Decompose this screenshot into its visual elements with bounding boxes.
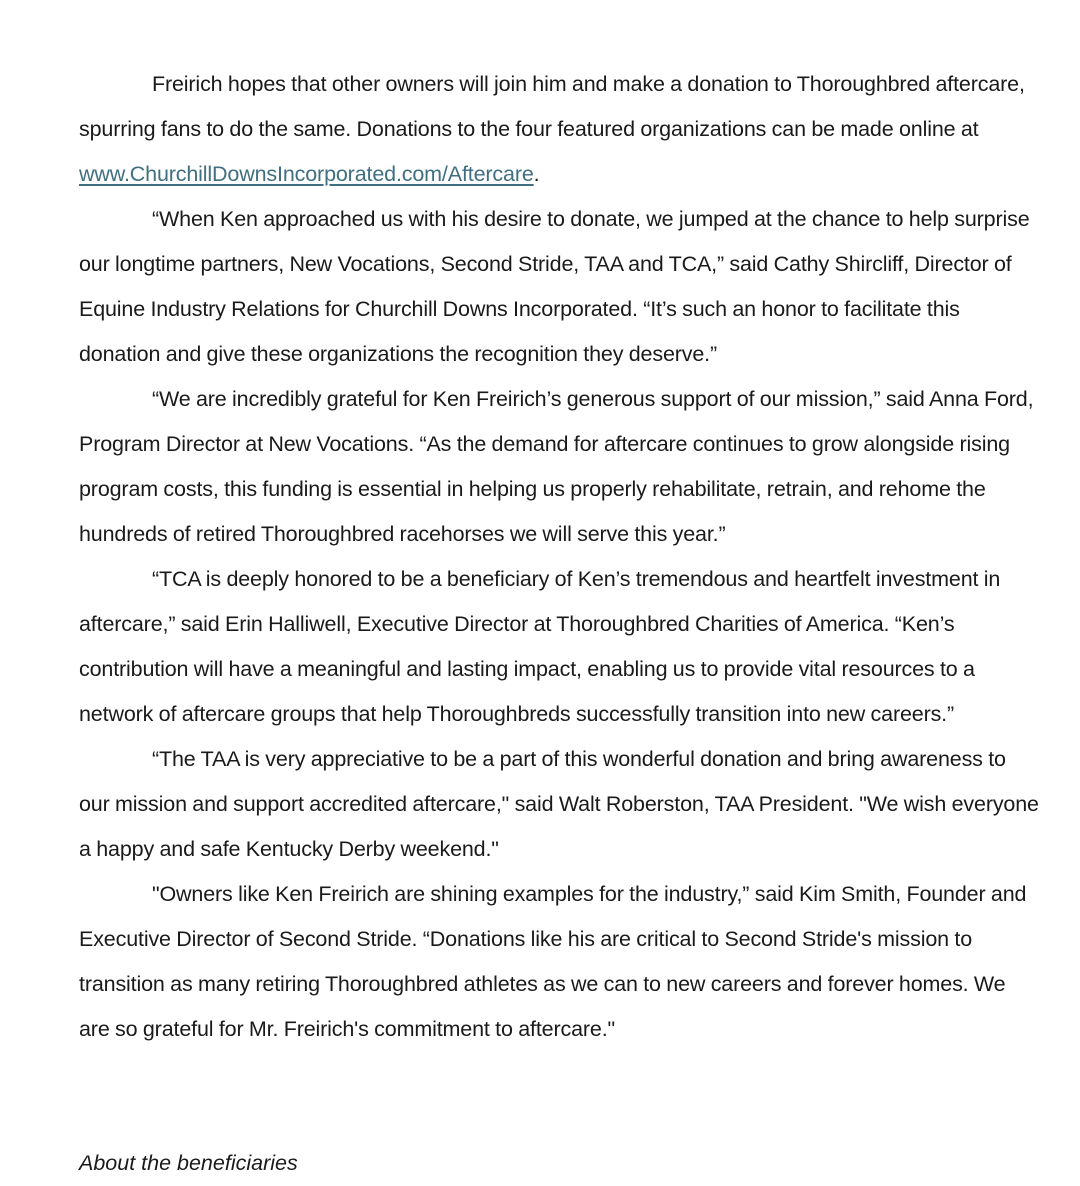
aftercare-link[interactable]: www.ChurchillDownsIncorporated.com/Aftercare [79, 162, 534, 186]
paragraph-quote-ford: “We are incredibly grateful for Ken Freirich’s generous support of our mission,” said Anna Ford, Program Director at New Vocations. “As the demand for aftercare continues to grow alongside rising program costs, this funding is essential in helping us properly rehabilitate, retrain, and rehome the hundreds of retired Thoroughbred racehorses we will serve this year.” [79, 387, 1034, 546]
section-heading: About the beneficiaries [79, 1151, 298, 1175]
paragraph-quote-shircliff: “When Ken approached us with his desire to donate, we jumped at the chance to help surprise our longtime partners, New Vocations, Second Stride, TAA and TCA,” said Cathy Shircliff, Director of Equine Industry Relations for Churchill Downs Incorporated. “It’s such an honor to facilitate this donation and give these organizations the recognition they deserve.” [79, 207, 1030, 366]
paragraph-quote-smith: "Owners like Ken Freirich are shining examples for the industry,” said Kim Smith, Founder and Executive Director of Second Stride. “Donations like his are critical to Second Stride's mission to transition as many retiring Thoroughbred athletes as we can to new careers and forever homes. We are so grateful for Mr. Freirich's commitment to aftercare." [79, 882, 1027, 1041]
paragraph-donation-info [79, 62, 1041, 197]
paragraph-text: Freirich hopes that other owners will join him and make a donation to Thoroughbred aftercare, spurring fans to do the same. Donations to the four featured organizations can be made online at [79, 72, 1025, 141]
paragraph-quote-halliwell: “TCA is deeply honored to be a beneficiary of Ken’s tremendous and heartfelt investment in aftercare,” said Erin Halliwell, Executive Director at Thoroughbred Charities of America. “Ken’s contribution will have a meaningful and lasting impact, enabling us to provide vital resources to a network of aftercare groups that help Thoroughbreds successfully transition into new careers.” [79, 567, 1001, 726]
paragraph-quote-roberston: “The TAA is very appreciative to be a part of this wonderful donation and bring awareness to our mission and support accredited aftercare," said Walt Roberston, TAA President. "We wish everyone a happy and safe Kentucky Derby weekend." [79, 747, 1039, 861]
document-page [79, 62, 1041, 1052]
paragraph-text: . [533, 162, 540, 186]
